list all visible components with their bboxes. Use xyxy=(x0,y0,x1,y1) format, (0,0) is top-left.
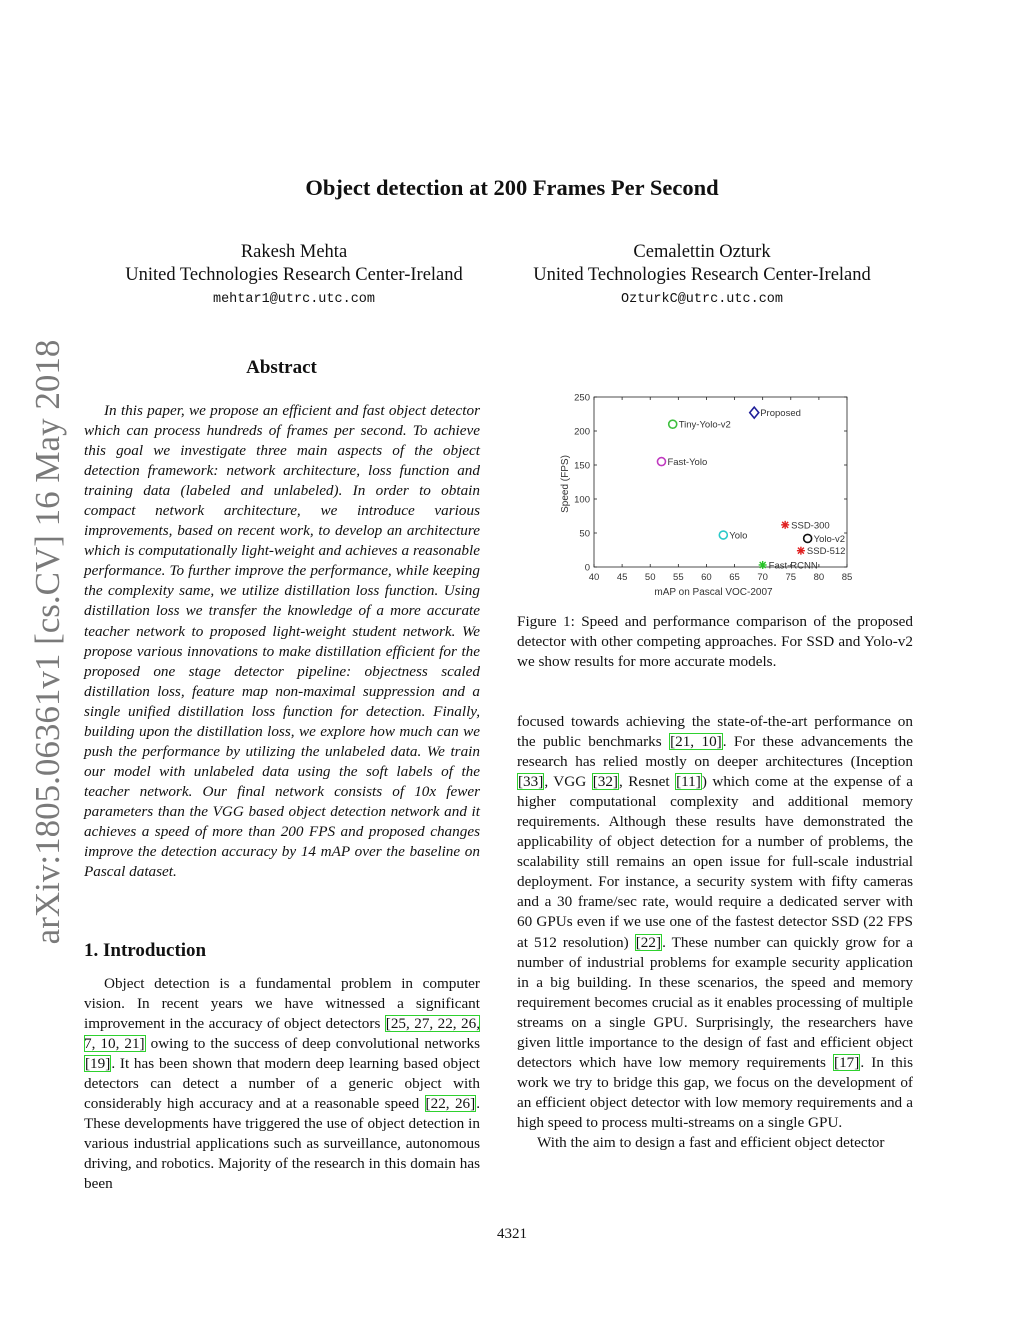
point-label: Fast-Yolo xyxy=(667,457,708,469)
point-fast-rcnn xyxy=(759,561,767,569)
point-yolo-v2 xyxy=(804,534,812,542)
citation-link[interactable]: [33] xyxy=(518,773,544,791)
author-affiliation: United Technologies Research Center-Ireland xyxy=(533,265,871,285)
introduction-heading: 1. Introduction xyxy=(84,940,207,961)
citation-link[interactable]: [22, 26] xyxy=(425,1095,476,1113)
y-tick-label: 200 xyxy=(574,426,590,438)
point-label: Fast-RCNN xyxy=(768,560,818,572)
point-label: SSD-300 xyxy=(791,520,830,532)
citation-link[interactable]: [19] xyxy=(85,1055,111,1073)
citation-link[interactable]: [32] xyxy=(592,773,618,791)
point-label: Tiny-Yolo-v2 xyxy=(678,419,731,431)
point-fast-yolo xyxy=(657,458,665,466)
abstract-paragraph: In this paper, we propose an efficient and fast object detector which can process hundreds of frames per second. To achieve this goal we investigate three main aspects of the object detection framework: network architecture, loss function and training data (labeled and unlabeled). In order to obtain compact network architecture, we introduce various improvements, based on recent work, to develop an architecture which is computationally light-weight and achieves a reasonable performance. To further improve the performance, while keeping the complexity same, we utilize distillation loss function. Using distillation loss we transfer the knowledge of a more accurate teacher network to proposed light-weight student network. We propose various innovations to make distillation efficient for the proposed one stage detector pipeline: objectness scaled distillation loss, feature map non-maximal suppression and a single unified distillation loss function for detection. Finally, building upon the distillation loss, we explore how much can we push the performance by utilizing the unlabeled data. We train our model with unlabeled data using the soft labels of the teacher network. Our final network consists of 10x fewer parameters than the VGG based object detection network and it achieves a speed of more than 200 FPS and proposed changes improve the detection accuracy by 14 mAP over the baseline on Pascal dataset. xyxy=(84,402,480,881)
y-tick-label: 50 xyxy=(579,528,590,540)
y-axis-label: Speed (FPS) xyxy=(560,455,571,513)
y-tick-label: 100 xyxy=(574,494,590,506)
y-tick-label: 250 xyxy=(574,392,590,404)
point-yolo xyxy=(719,531,727,539)
citation-link[interactable]: [21, 10] xyxy=(670,733,722,751)
figure-caption: Figure 1: Speed and performance comparison of the proposed detector with other competing approaches. For SSD and Yolo-v2 we show results for more accurate models. xyxy=(517,613,913,671)
point-ssd-300 xyxy=(781,521,789,529)
x-axis-label: mAP on Pascal VOC-2007 xyxy=(654,587,773,598)
x-tick-label: 65 xyxy=(729,572,740,583)
abstract-heading: Abstract xyxy=(246,357,317,378)
x-tick-label: 70 xyxy=(757,572,768,583)
y-tick-label: 150 xyxy=(574,460,590,472)
arxiv-identifier: arXiv:1805.06361v1 [cs.CV] 16 May 2018 xyxy=(28,339,67,945)
author-email: mehtar1@utrc.utc.com xyxy=(212,292,376,307)
author-name: Cemalettin Ozturk xyxy=(633,242,771,262)
author-name: Rakesh Mehta xyxy=(240,242,348,262)
x-tick-label: 80 xyxy=(813,572,825,583)
author-affiliation: United Technologies Research Center-Ireland xyxy=(125,265,463,285)
x-tick-label: 85 xyxy=(841,572,853,583)
author-block-2 xyxy=(502,241,902,313)
point-tiny-yolo-v2 xyxy=(669,420,677,428)
citation-link[interactable]: [17] xyxy=(834,1053,860,1071)
point-label: SSD-512 xyxy=(806,546,846,558)
citation-link[interactable]: [22] xyxy=(635,933,662,951)
x-tick-label: 50 xyxy=(644,572,656,583)
point-label: Yolo xyxy=(729,530,748,542)
right-column-text xyxy=(517,712,913,1153)
page-number: 4321 xyxy=(497,1226,527,1242)
abstract-text xyxy=(84,401,480,882)
point-label: Yolo-v2 xyxy=(813,533,845,545)
point-proposed xyxy=(750,407,759,418)
author-block-1 xyxy=(94,241,494,313)
citation-link[interactable]: [25, 27, 22, 26, 7, 10, 21] xyxy=(84,1015,480,1053)
chart-points xyxy=(657,407,845,571)
x-tick-label: 45 xyxy=(616,572,628,583)
intro-paragraph-continued: focused towards achieving the state-of-the-art performance on the public benchmarks [21, 10]. For these advancements the research has relied mostly on deeper architectures (Inception [33], VGG [32], Resnet [11]) which come at the expense of a higher computational complexity and additional memory requirements. Although these results have demonstrated the applicability of object detection for a number of problems, the scalability still remains an open issue for full-scale industrial deployment. For instance, a security system with fifty cameras and a 30 frame/sec rate, would require a dedicated server with 60 GPUs even if we use one of the fastest detector SSD (22 FPS at 512 resolution) [22]. These number can quickly grow for a number of industrial problems for example security application in a big building. In these scenarios, the speed and memory requirement becomes crucial as it enables processing of multiple streams on a single GPU. Surprisingly, the researchers have given little importance to the design of fast and efficient object detectors which have low memory requirements [17]. In this work we try to bridge this gap, we focus on the development of an efficient object detector with low memory requirements and a high speed to process multi-streams on a single GPU. xyxy=(517,713,913,1131)
citation-link[interactable]: [11] xyxy=(676,773,701,791)
intro-paragraph: Object detection is a fundamental problem in computer vision. In recent years we have witnessed a significant improvement in the accuracy of object detectors [25, 27, 22, 26, 7, 10, 21] owing to the success of deep convolutional networks [19]. It has been shown that modern deep learning based object detectors can detect a number of a generic object with considerably high accuracy and at a reasonable speed [22, 26]. These developments have triggered the use of object detection in various industrial applications such as surveillance, autonomous driving, and robotics. Majority of the research in this domain has been xyxy=(84,975,480,1193)
x-tick-label: 75 xyxy=(785,572,797,583)
x-tick-label: 60 xyxy=(701,572,712,583)
speed-vs-map-scatter-chart xyxy=(553,387,863,602)
author-email: OzturkC@utrc.utc.com xyxy=(620,292,784,307)
introduction-text xyxy=(84,974,480,1195)
x-tick-label: 40 xyxy=(588,572,600,583)
point-ssd-512 xyxy=(797,547,805,555)
point-label: Proposed xyxy=(760,408,801,420)
x-tick-label: 55 xyxy=(673,572,684,583)
paper-title: Object detection at 200 Frames Per Second xyxy=(305,175,719,200)
y-tick-label: 0 xyxy=(584,562,590,574)
intro-paragraph-2: With the aim to design a fast and efficient object detector xyxy=(537,1133,885,1151)
